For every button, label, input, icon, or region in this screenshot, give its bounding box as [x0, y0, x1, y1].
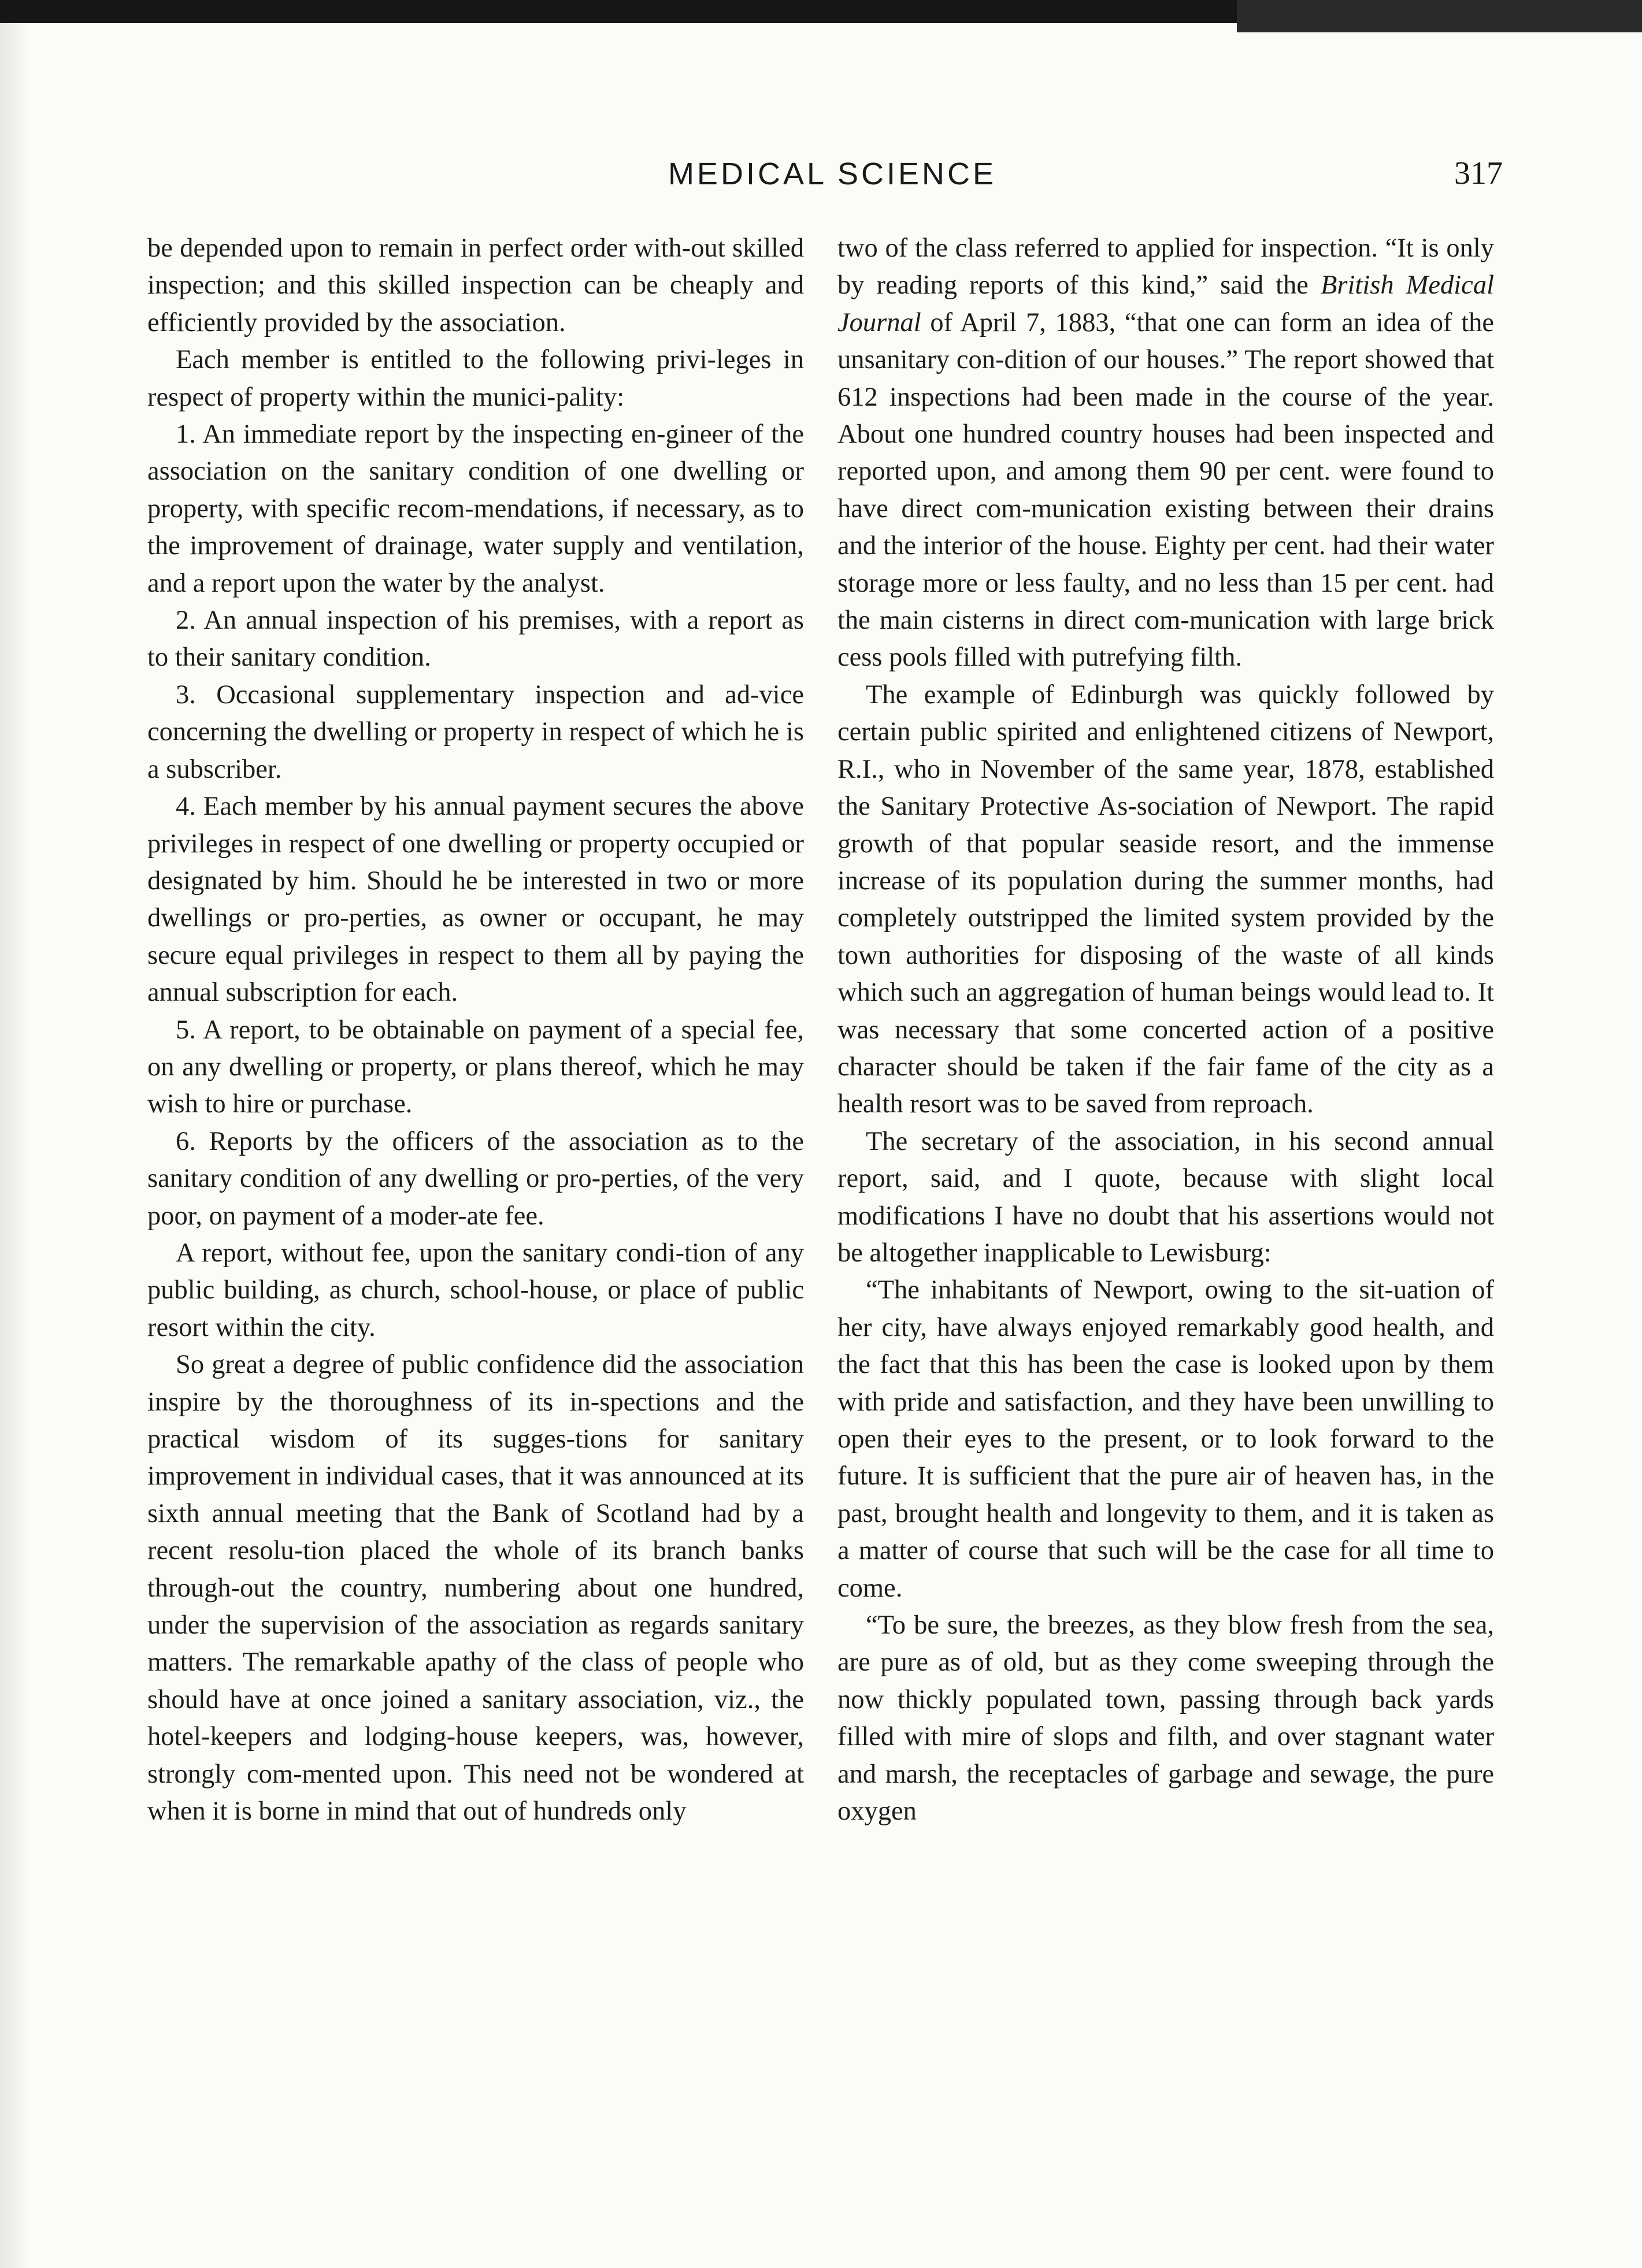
paragraph: The example of Edinburgh was quickly followed by certain public spirited and enlightened citizens of Newport, R.I., who in November of the same year, 1878, established the Sanitary Protective As-sociation of Newport. The rapid growth of that popular seaside resort, and the immense increase of its population during the summer months, had completely outstripped the limited system provided by the town authorities for disposing of the waste of all kinds which such an aggregation of human beings would lead to. It was necessary that some concerted action of a positive character should be taken if the fair fame of the city as a health resort was to be saved from reproach. — [837, 680, 1494, 1119]
journal-title: British Medical Journal — [837, 270, 1494, 337]
text-run: of April 7, 1883, “that one can form an idea of the unsanitary con-dition of our houses.” The report showed that 612 inspections had been made in the course of the year. About one hundred country houses had been inspected and reported upon, and among them 90 per cent. were found to have direct com-munication existing between their drains and the interior of the house. Eighty per cent. had their water storage more or less faulty, and no less than 15 per cent. had the main cisterns in direct com-munication with large brick cess pools filled with putrefying filth. — [837, 307, 1494, 673]
list-item: 3. Occasional supplementary inspection and ad-vice concerning the dwelling or property in respect of which he is a subscriber. — [147, 680, 804, 784]
list-item: 1. An immediate report by the inspecting en-gineer of the association on the sanitary condition of one dwelling or property, with specific recom-mendations, if necessary, as to the improvement of drainage, water supply and ventilation, and a report upon the water by the analyst. — [147, 420, 804, 598]
left-column — [147, 230, 804, 1830]
quote-paragraph: “To be sure, the breezes, as they blow fresh from the sea, are pure as of old, but as they come sweeping through the now thickly populated town, passing through back yards filled with mire of slops and filth, and over stagnant water and marsh, the receptacles of garbage and sewage, the pure oxygen — [837, 1610, 1494, 1827]
list-item: 5. A report, to be obtainable on payment of a special fee, on any dwelling or property, or plans thereof, which he may wish to hire or purchase. — [147, 1015, 804, 1119]
paragraph: Each member is entitled to the following privi-leges in respect of property within the munici-pality: — [147, 345, 804, 412]
paragraph: So great a degree of public confidence did the association inspire by the thoroughness of its in-spections and the practical wisdom of its sugges-tions for sanitary improvement in individual cases, that it was announced at its sixth annual meeting that the Bank of Scotland had by a recent resolu-tion placed the whole of its branch banks through-out the country, numbering about one hundred, under the supervision of the association as regards sanitary matters. The remarkable apathy of the class of people who should have at once joined a sanitary association, viz., the hotel-keepers and lodging-house keepers, was, however, strongly com-mented upon. This need not be wondered at when it is borne in mind that out of hundreds only — [147, 1350, 804, 1827]
paragraph: The secretary of the association, in his second annual report, said, and I quote, because with slight local modifications I have no doubt that his assertions would not be altogether inapplicable to Lewisburg: — [837, 1126, 1494, 1268]
list-item: 6. Reports by the officers of the association as to the sanitary condition of any dwelling or pro-perties, of the very poor, on payment of a moder-ate fee. — [147, 1126, 804, 1231]
paragraph: be depended upon to remain in perfect order with-out skilled inspection; and this skilled inspection can be cheaply and efficiently provided by the association. — [147, 233, 804, 337]
list-item: 4. Each member by his annual payment secures the above privileges in respect of one dwelling or property occupied or designated by him. Should he be interested in two or more dwellings or pro-perties, as owner or occupant, he may secure equal privileges in respect to them all by paying the annual subscription for each. — [147, 792, 804, 1008]
scan-top-edge-shadow — [1237, 0, 1642, 32]
running-head: MEDICAL SCIENCE — [668, 157, 997, 191]
paragraph: A report, without fee, upon the sanitary condi-tion of any public building, as church, school-house, or place of public resort within the city. — [147, 1238, 804, 1342]
page-number: 317 — [1454, 155, 1503, 191]
quote-paragraph: “The inhabitants of Newport, owing to the sit-uation of her city, have always enjoyed remarkably good health, and the fact that this has been the case is looked upon by them with pride and satisfaction, and they have been unwilling to open their eyes to the present, or to look forward to the future. It is sufficient that the pure air of heaven has, in the past, brought health and longevity to them, and it is taken as a matter of course that such will be the case for all time to come. — [837, 1275, 1494, 1603]
binding-edge — [0, 23, 28, 2268]
text-run: two of the class referred to applied for inspection. “It is only by reading reports of this kind,” said the — [837, 233, 1494, 300]
right-column — [837, 230, 1494, 1830]
list-item: 2. An annual inspection of his premises, with a report as to their sanitary condition. — [147, 606, 804, 673]
paragraph — [837, 230, 1494, 677]
